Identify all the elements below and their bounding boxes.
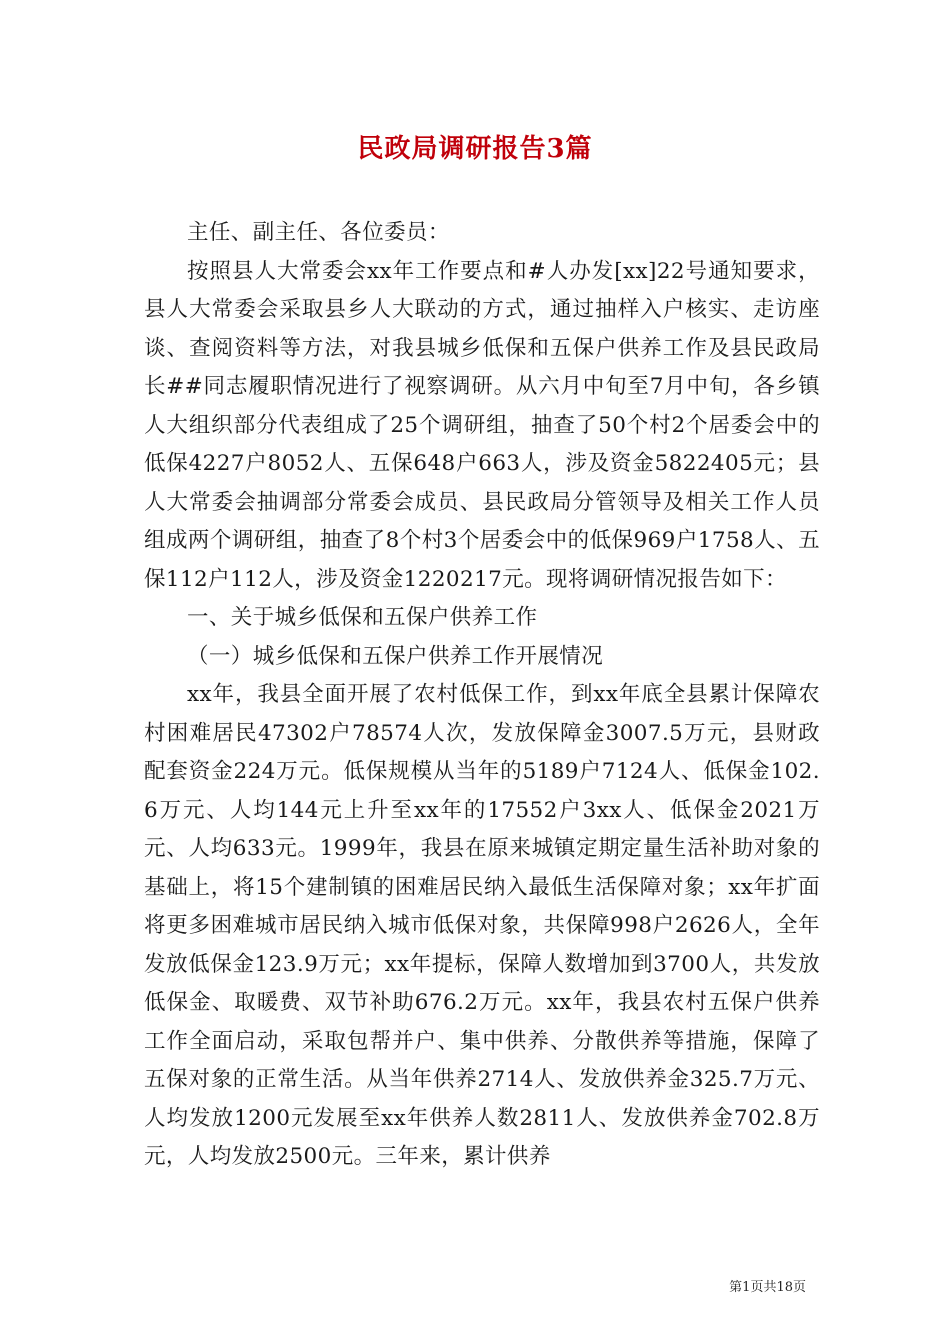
document-body (144, 214, 820, 1177)
section-heading: 一、关于城乡低保和五保户供养工作 (187, 605, 538, 630)
body-paragraph: xx年，我县全面开展了农村低保工作，到xx年底全县累计保障农村困难居民47302户78574人次，发放保障金3007.5万元，县财政配套资金224万元。低保规模从当年的5189户7124人、低保金102.6万元、人均144元上升至xx年的17552户3xx人、低保金2021万元、人均633元。1999年，我县在原来城镇定期定量生活补助对象的基础上，将15个建制镇的困难居民纳入最低生活保障对象；xx年扩面将更多困难城市居民纳入城市低保对象，共保障998户2626人，全年发放低保金123.9万元；xx年提标，保障人数增加到3700人，共发放低保金、取暖费、双节补助676.2万元。xx年，我县农村五保户供养工作全面启动，采取包帮并户、集中供养、分散供养等措施，保障了五保对象的正常生活。从当年供养2714人、发放供养金325.7万元、人均发放1200元发展至xx年供养人数2811人、发放供养金702.8万元，人均发放2500元。三年来，累计供养 (144, 682, 820, 1169)
subsection-heading: （一）城乡低保和五保户供养工作开展情况 (187, 643, 604, 669)
document-title: 民政局调研报告3篇 (357, 134, 593, 164)
salutation-paragraph: 主任、副主任、各位委员： (187, 220, 450, 245)
intro-paragraph: 按照县人大常委会xx年工作要点和#人办发[xx]22号通知要求，县人大常委会采取县乡人大联动的方式，通过抽样入户核实、走访座谈、查阅资料等方法，对我县城乡低保和五保户供养工作及县民政局长##同志履职情况进行了视察调研。从六月中旬至7月中旬，各乡镇人大组织部分代表组成了25个调研组，抽查了50个村2个居委会中的低保4227户8052人、五保648户663人，涉及资金5822405元；县人大常委会抽调部分常委会成员、县民政局分管领导及相关工作人员组成两个调研组，抽查了8个村3个居委会中的低保969户1758人、五保112户112人，涉及资金1220217元。现将调研情况报告如下： (144, 258, 820, 592)
page-number-footer: 第1页共18页 (729, 1280, 806, 1295)
